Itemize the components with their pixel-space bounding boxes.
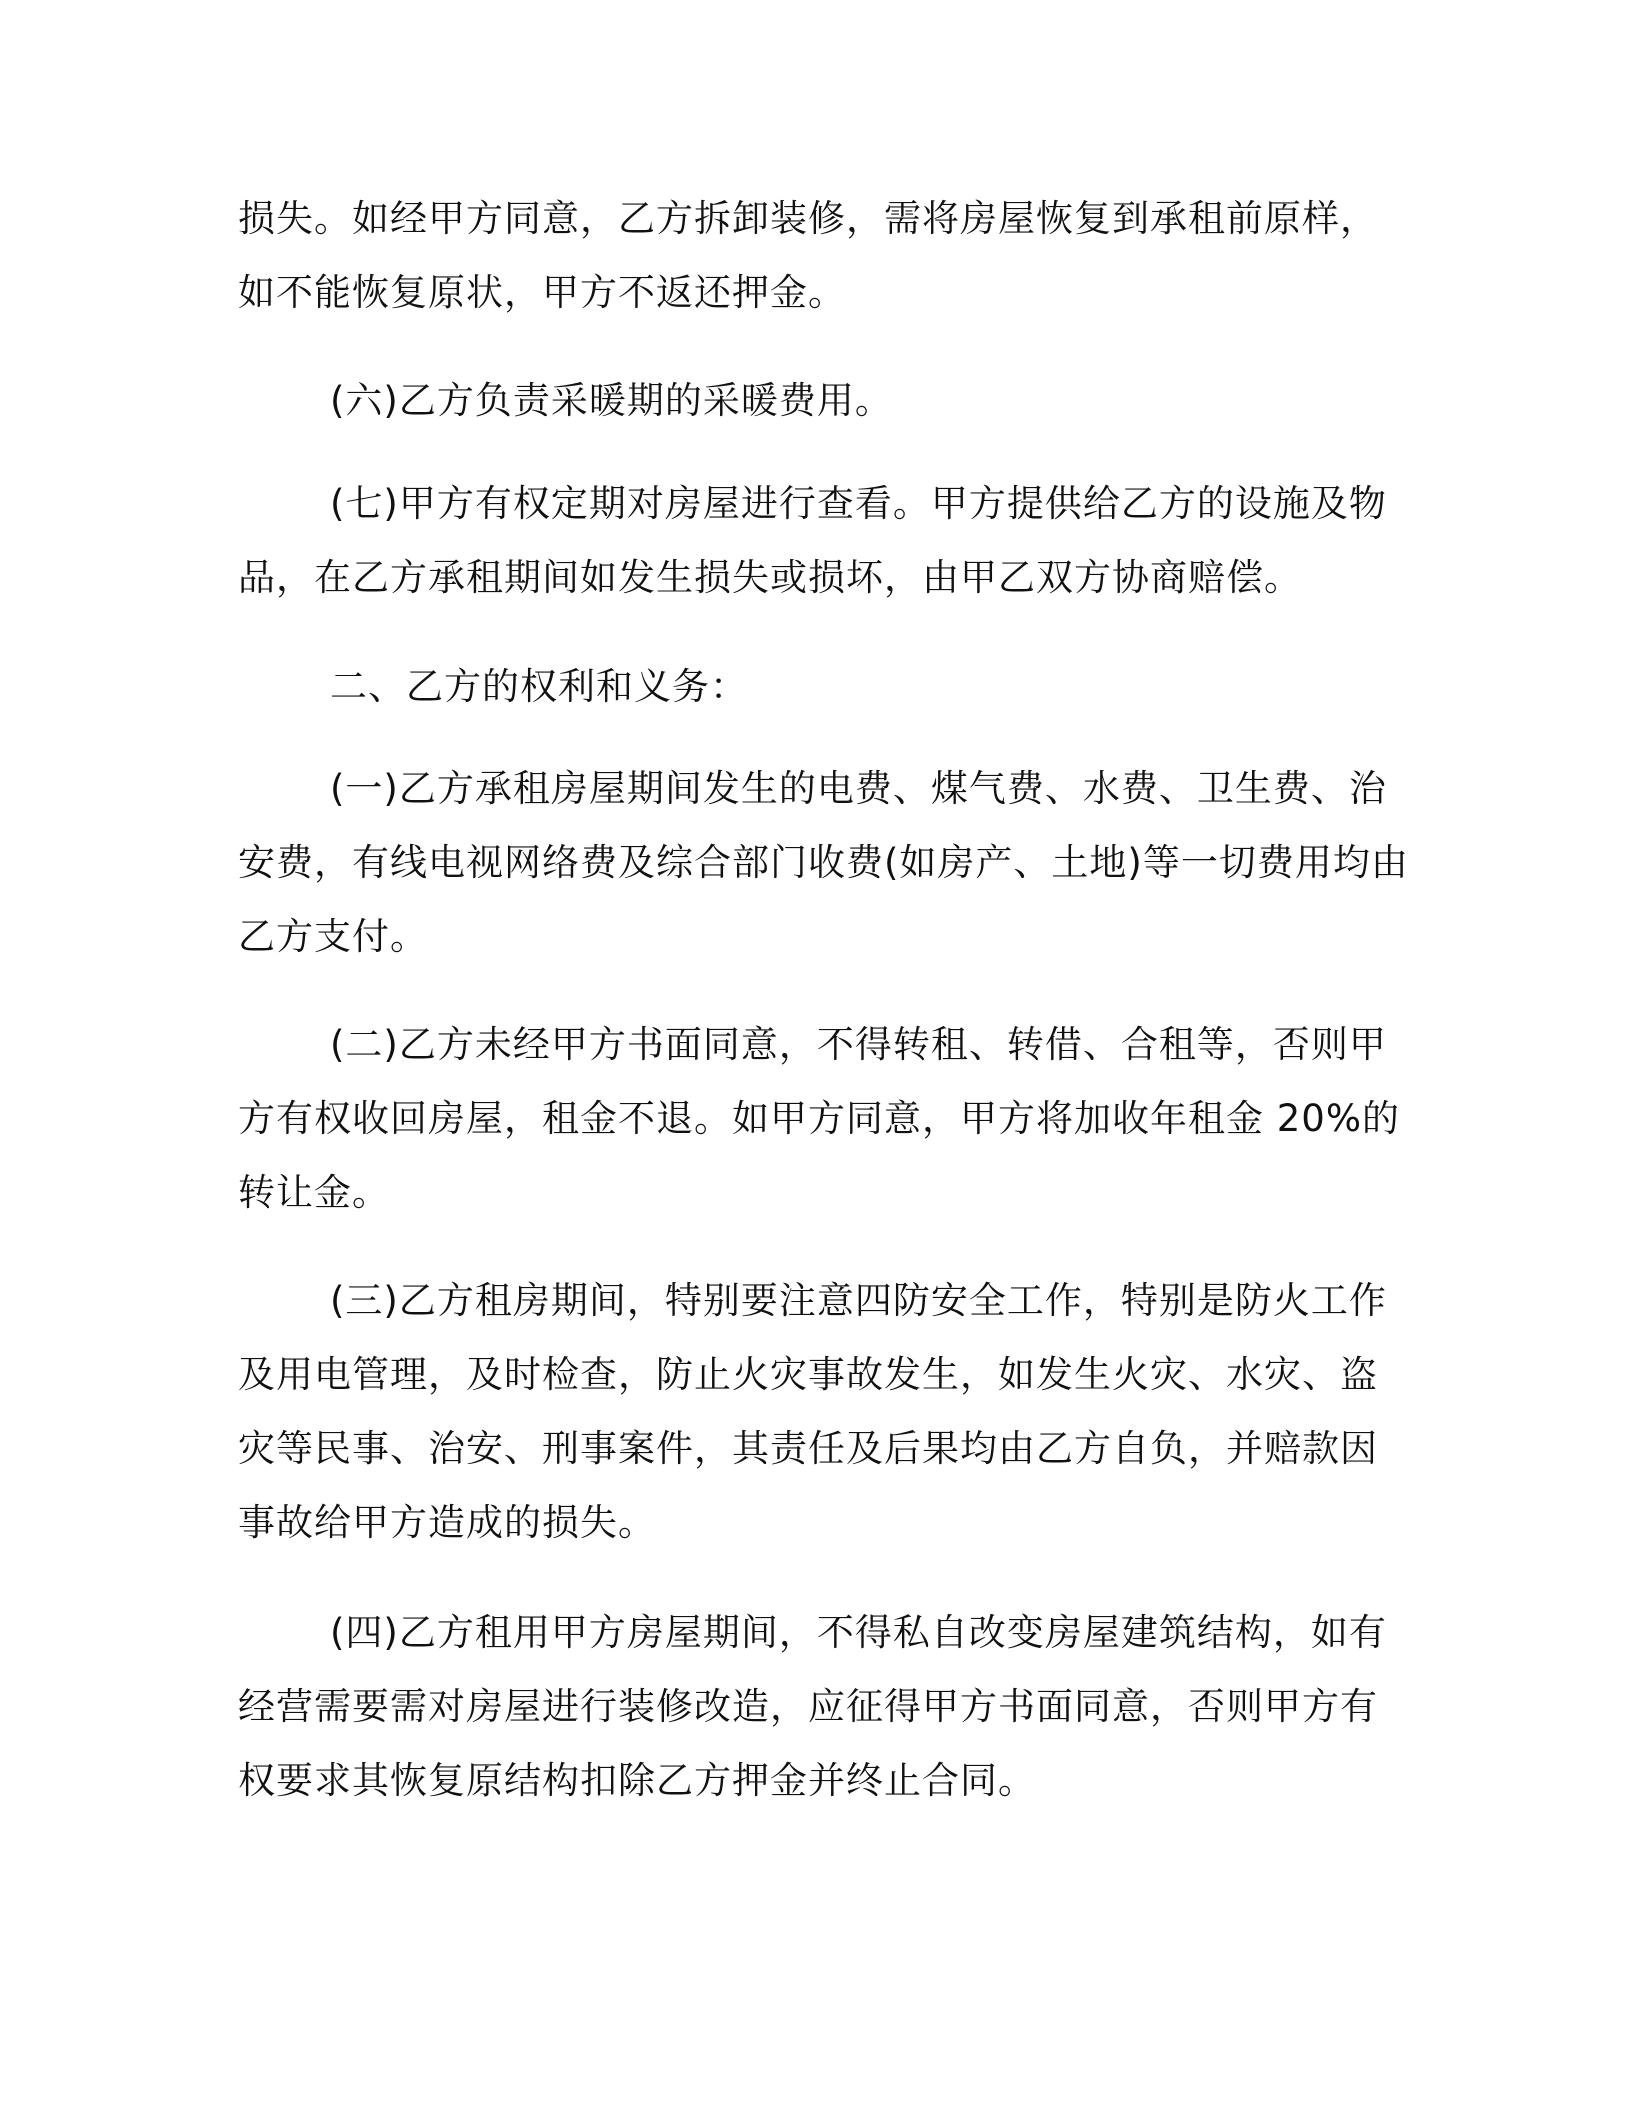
text-line: 经营需要需对房屋进行装修改造，应征得甲方书面同意，否则甲方有 [238, 1685, 1378, 1728]
text-line: (七)甲方有权定期对房屋进行查看。甲方提供给乙方的设施及物 [330, 482, 1387, 525]
text-line: (六)乙方负责采暖期的采暖费用。 [330, 379, 893, 422]
text-line: (二)乙方未经甲方书面同意，不得转租、转借、合租等，否则甲 [330, 1023, 1387, 1066]
text-line: 权要求其恢复原结构扣除乙方押金并终止合同。 [238, 1759, 1036, 1802]
paragraph-item-7 [238, 467, 1398, 615]
paragraph-sub-item-4 [238, 1596, 1398, 1818]
text-line: (四)乙方租用甲方房屋期间，不得私自改变房屋建筑结构，如有 [330, 1611, 1387, 1654]
text-line: 乙方支付。 [238, 915, 428, 958]
text-line: 转让金。 [238, 1171, 390, 1214]
text-line: 如不能恢复原状，甲方不返还押金。 [238, 271, 846, 314]
text-line: 方有权收回房屋，租金不退。如甲方同意，甲方将加收年租金 20%的 [238, 1097, 1400, 1140]
paragraph-item-6 [238, 364, 1398, 438]
paragraph-sub-item-2 [238, 1008, 1398, 1230]
section-heading-2 [238, 650, 1398, 724]
text-line: 及用电管理，及时检查，防止火灾事故发生，如发生火灾、水灾、盗 [238, 1353, 1378, 1396]
paragraph-continuation [238, 182, 1398, 330]
text-line: 损失。如经甲方同意，乙方拆卸装修，需将房屋恢复到承租前原样， [238, 197, 1378, 240]
text-line: (一)乙方承租房屋期间发生的电费、煤气费、水费、卫生费、治 [330, 767, 1387, 810]
text-line: 事故给甲方造成的损失。 [238, 1501, 656, 1544]
text-line: 品，在乙方承租期间如发生损失或损坏，由甲乙双方协商赔偿。 [238, 556, 1302, 599]
paragraph-sub-item-3 [238, 1264, 1398, 1560]
text-line: (三)乙方租房期间，特别要注意四防安全工作，特别是防火工作 [330, 1279, 1387, 1322]
section-heading-text: 二、乙方的权利和义务： [330, 665, 748, 708]
paragraph-sub-item-1 [238, 752, 1409, 974]
text-line: 灾等民事、治安、刑事案件，其责任及后果均由乙方自负，并赔款因 [238, 1427, 1378, 1470]
text-line: 安费，有线电视网络费及综合部门收费(如房产、土地)等一切费用均由 [238, 841, 1409, 884]
